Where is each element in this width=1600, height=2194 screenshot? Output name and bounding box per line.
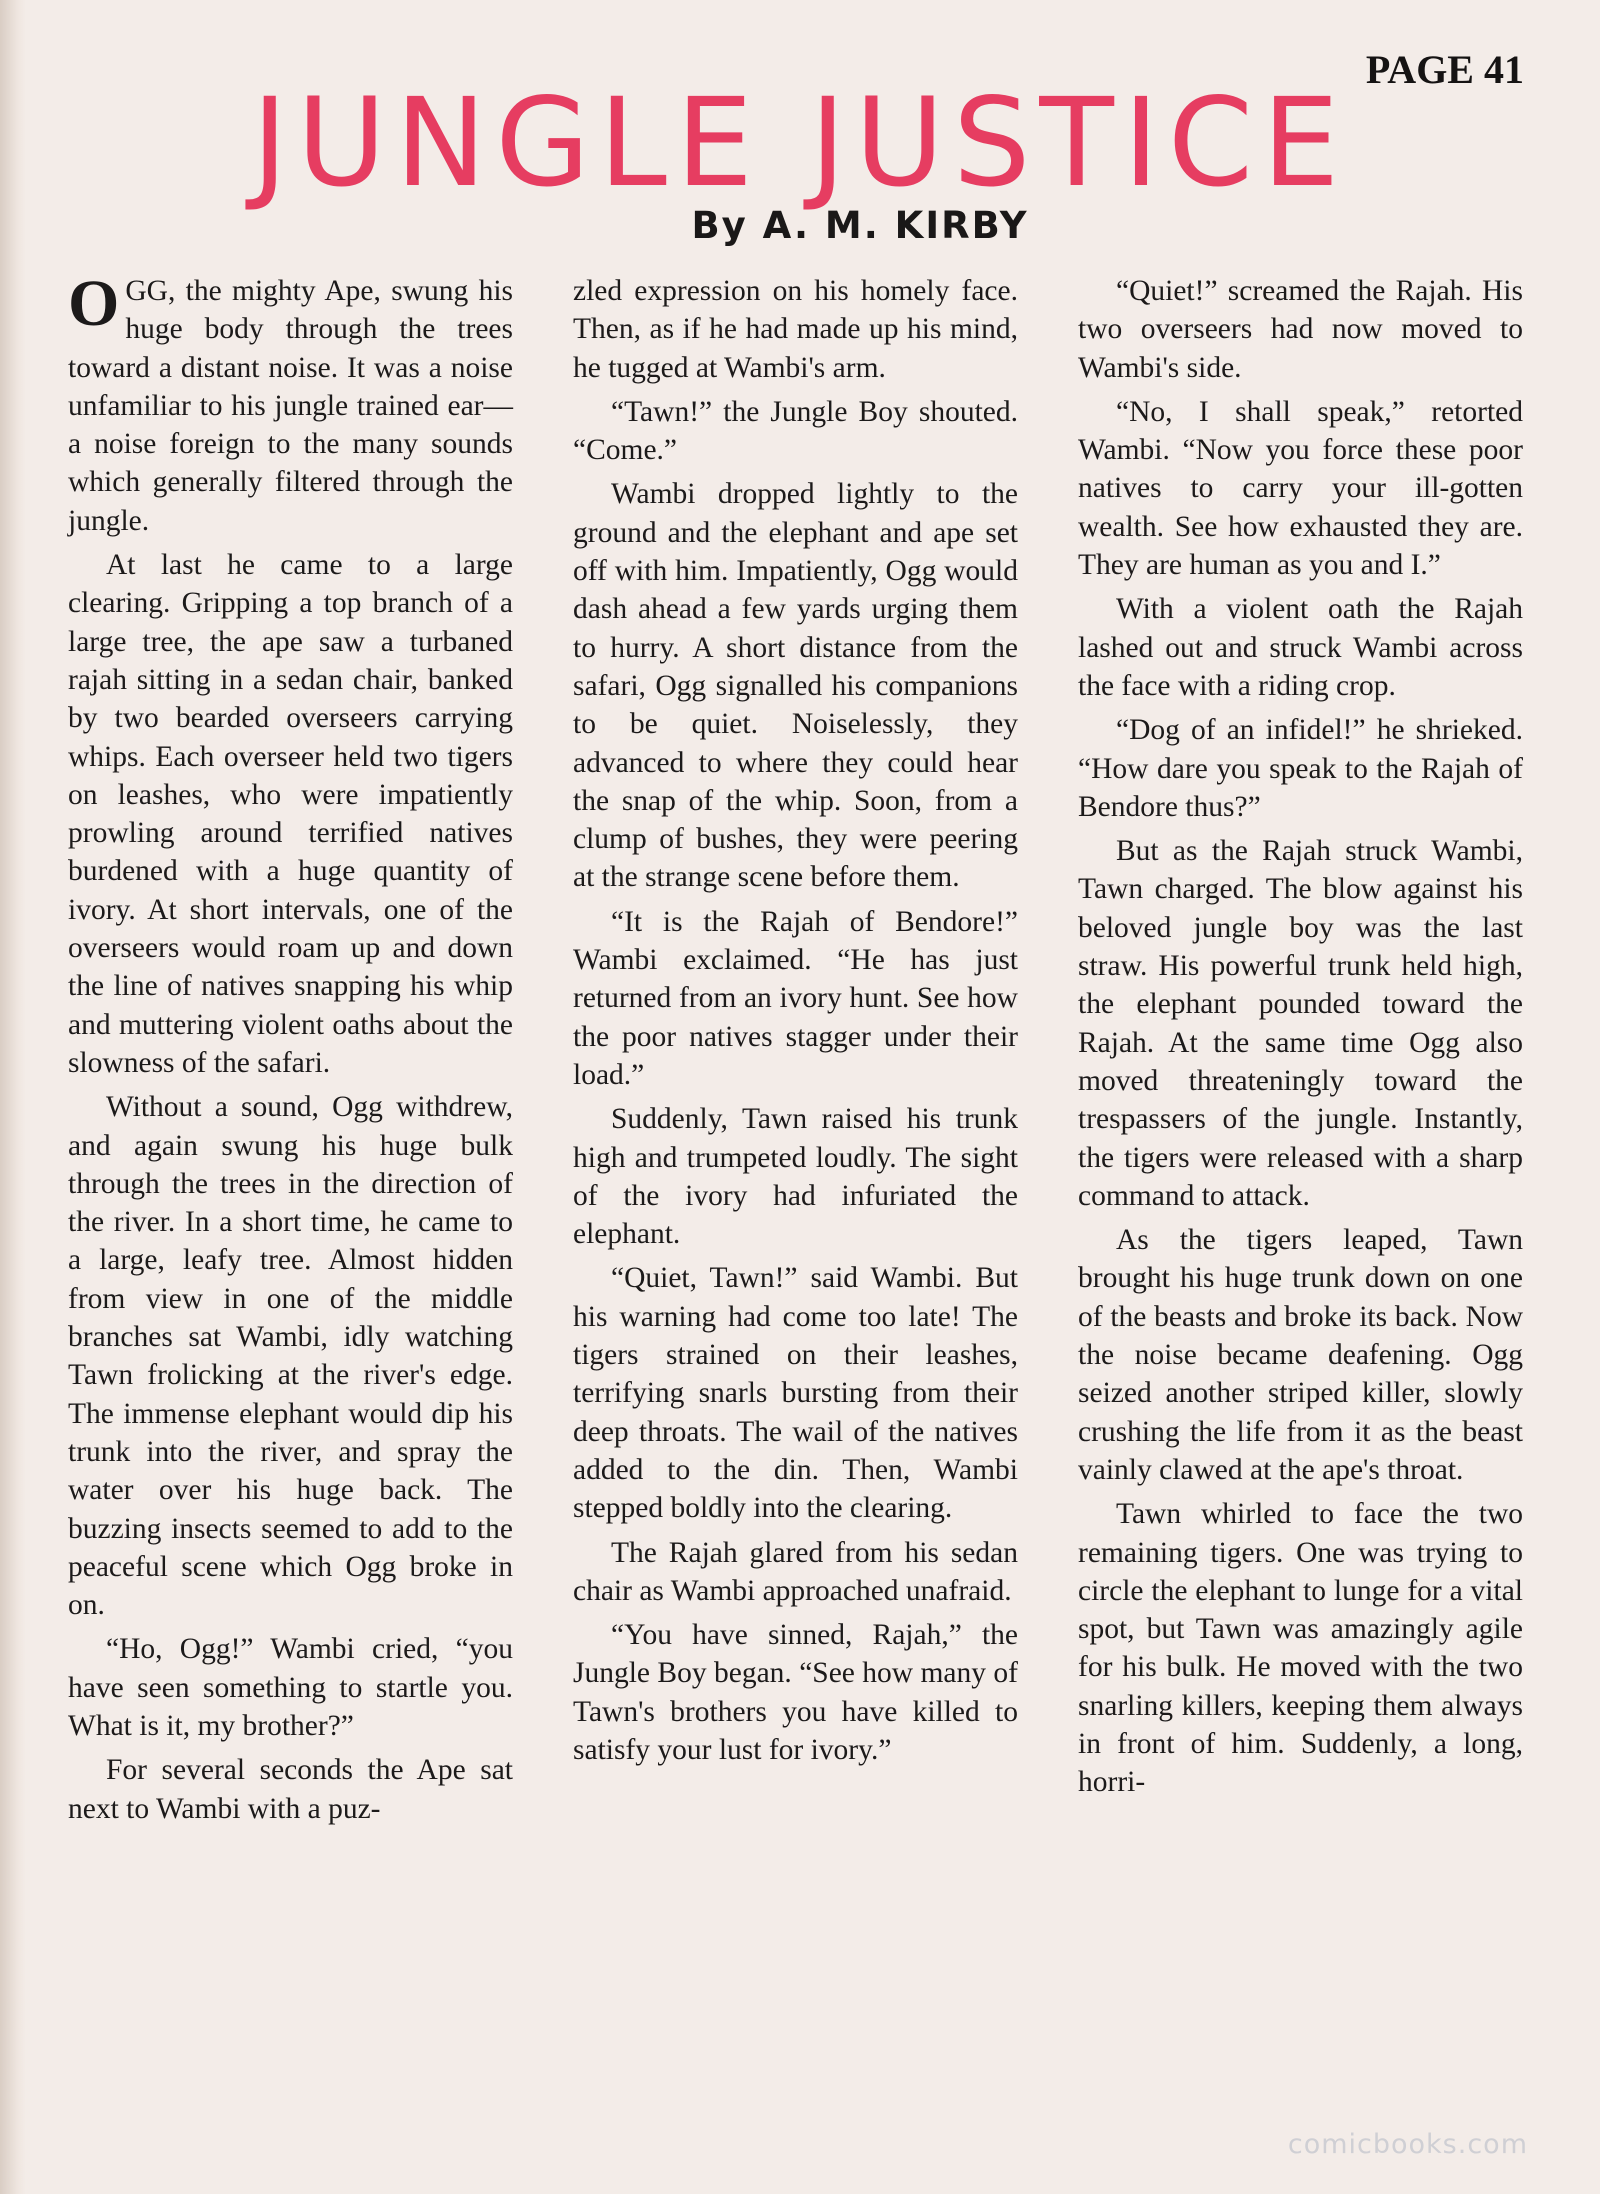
paragraph: The Rajah glared from his sedan chair as Wambi approached unafraid. [573, 1536, 1018, 1607]
text-column-2 [573, 272, 1018, 1769]
paragraph: “Dog of an infidel!” he shrieked. “How dare you speak to the Rajah of Bendore thus?” [1078, 714, 1523, 823]
page-edge [0, 0, 26, 2194]
page-number: PAGE 41 [1365, 47, 1524, 92]
paragraph: At last he came to a large clearing. Gripping a top branch of a large tree, the ape saw a turbaned rajah sitting in a sedan chair, banked by two bearded overseers carrying whips. Each overseer held two tigers on leashes, who were impatiently prowling around terrified natives burdened with a huge quantity of ivory. At short intervals, one of the overseers would roam up and down the line of natives snapping his whip and muttering violent oaths about the slowness of the safari. [68, 549, 513, 1079]
paragraph: “Quiet, Tawn!” said Wambi. But his warning had come too late! The tigers strained on their leashes, terrifying snarls bursting from their deep throats. The wail of the natives added to the din. Then, Wambi stepped boldly into the clearing. [573, 1262, 1018, 1525]
paragraph: Wambi dropped lightly to the ground and the elephant and ape set off with him. Impatiently, Ogg would dash ahead a few yards urging them to hurry. A short distance from the safari, Ogg signalled his companions to be quiet. Noiselessly, they advanced to where they could hear the snap of the whip. Soon, from a clump of bushes, they were peering at the strange scene before them. [573, 478, 1018, 894]
paragraph: “It is the Rajah of Bendore!” Wambi exclaimed. “He has just returned from an ivory hunt. See how the poor natives stagger under their load.” [573, 905, 1018, 1091]
paragraph-text: GG, the mighty Ape, swung his huge body through the trees toward a distant noise. It was a noise unfamiliar to his jungle trained ear—a noise foreign to the many sounds which generally filtered through the jungle. [68, 275, 513, 537]
paragraph: For several seconds the Ape sat next to Wambi with a puz- [68, 1754, 513, 1825]
paragraph: But as the Rajah struck Wambi, Tawn charged. The blow against his beloved jungle boy was the last straw. His powerful trunk held high, the elephant pounded toward the Rajah. At the same time Ogg also moved threateningly toward the trespassers of the jungle. Instantly, the tigers were released with a sharp command to attack. [1078, 835, 1523, 1212]
paragraph [68, 267, 513, 540]
watermark: comicbooks.com [1287, 2129, 1528, 2160]
story-title: JUNGLE JUSTICE [251, 72, 1349, 214]
paragraph: “Ho, Ogg!” Wambi cried, “you have seen something to startle you. What is it, my brother?” [68, 1633, 513, 1742]
paragraph: Tawn whirled to face the two remaining tigers. One was trying to circle the elephant to lunge for a vital spot, but Tawn was amazingly agile for his bulk. He moved with the two snarling killers, keeping them always in front of him. Suddenly, a long, horri- [1078, 1498, 1523, 1799]
paragraph: As the tigers leaped, Tawn brought his huge trunk down on one of the beasts and broke its back. Now the noise became deafening. Ogg seized another striped killer, slowly crushing the life from it as the beast vainly clawed at the ape's throat. [1078, 1224, 1523, 1486]
text-column-3 [1078, 272, 1523, 1802]
text-column-1 [68, 267, 513, 1828]
paragraph: Without a sound, Ogg withdrew, and again swung his huge bulk through the trees in the direction of the river. In a short time, he came to a large, leafy tree. Almost hidden from view in one of the middle branches sat Wambi, idly watching Tawn frolicking at the river's edge. The immense elephant would dip his trunk into the river, and spray the water over his huge back. The buzzing insects seemed to add to the peaceful scene which Ogg broke in on. [68, 1091, 513, 1622]
paragraph: With a violent oath the Rajah lashed out and struck Wambi across the face with a riding crop. [1078, 593, 1523, 702]
byline: By A. M. KIRBY [691, 204, 1029, 247]
paragraph: “Quiet!” screamed the Rajah. His two overseers had now moved to Wambi's side. [1078, 275, 1523, 384]
paragraph: “You have sinned, Rajah,” the Jungle Boy began. “See how many of Tawn's brothers you have killed to satisfy your lust for ivory.” [573, 1619, 1018, 1766]
paragraph: “No, I shall speak,” retorted Wambi. “Now you force these poor natives to carry your ill-gotten wealth. See how exhausted they are. They are human as you and I.” [1078, 395, 1523, 582]
drop-cap: O [68, 267, 120, 340]
paragraph: “Tawn!” the Jungle Boy shouted. “Come.” [573, 395, 1018, 467]
paragraph: Suddenly, Tawn raised his trunk high and trumpeted loudly. The sight of the ivory had infuriated the elephant. [573, 1103, 1018, 1251]
paragraph: zled expression on his homely face. Then, as if he had made up his mind, he tugged at Wambi's arm. [573, 275, 1018, 384]
